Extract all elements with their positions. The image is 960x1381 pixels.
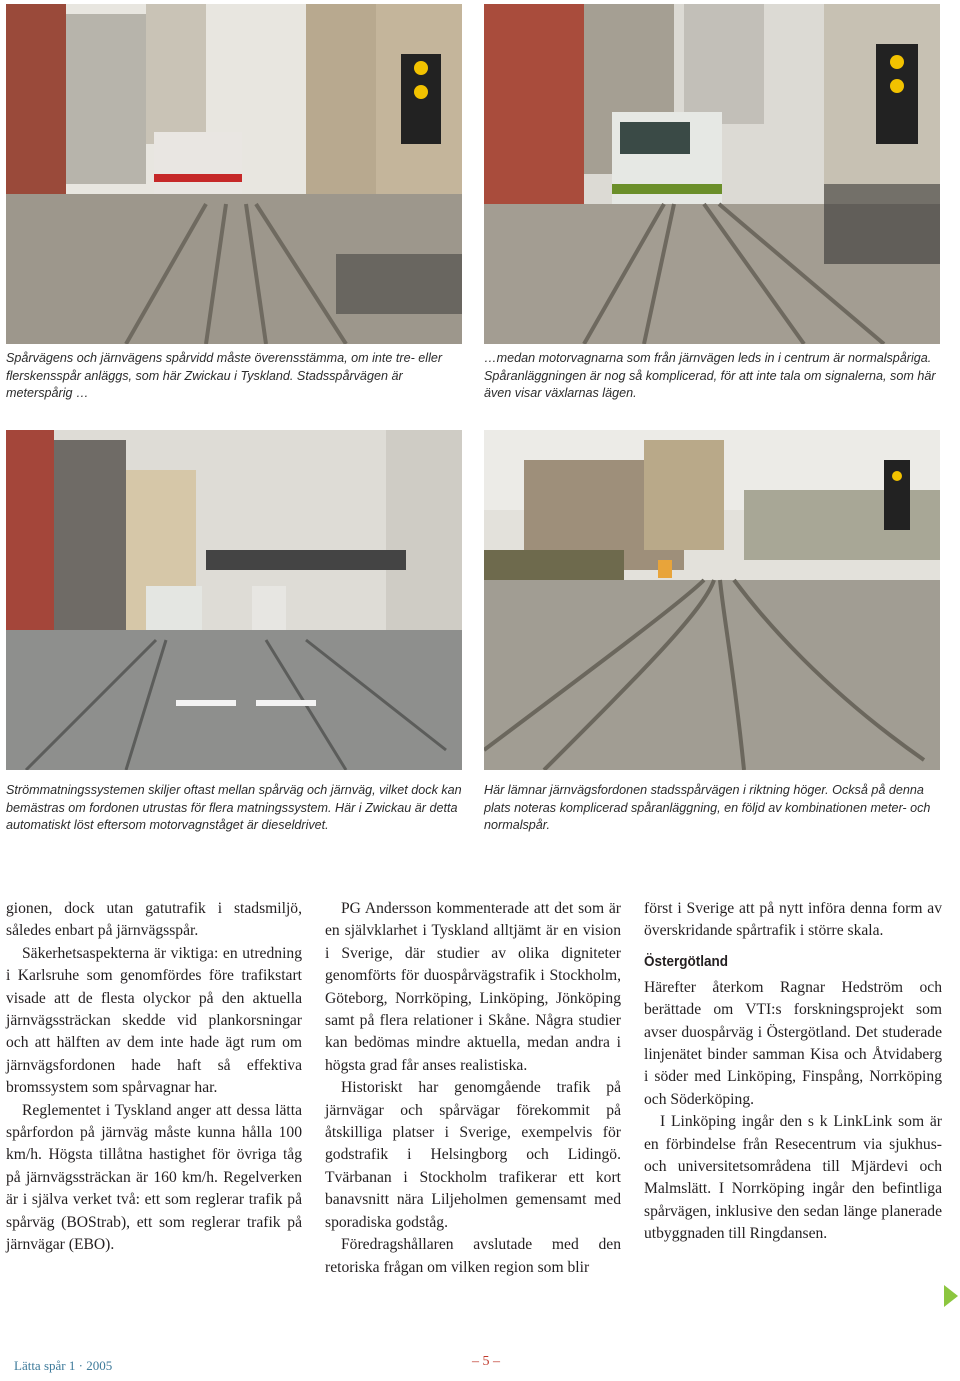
paragraph: först i Sverige att på nytt införa denna form av överskridande spårtrafik i större skala. — [644, 900, 942, 940]
section-heading: Östergötland — [644, 952, 729, 970]
photo-zwickau-tram — [6, 4, 462, 344]
publication-footer: Lätta spår 1 · 2005 — [14, 1358, 113, 1373]
paragraph: Historiskt har genomgående trafik på järnvägar och spårvägar förekommit på åtskilliga platser i Sverige, exempelvis för godstrafik i Helsingborg och Lidingö. Tvärbanan i Stockholm trafikerar ett kort banavsnitt nära Liljeholmen gemensamt med sporadiska godståg. — [325, 1079, 621, 1231]
caption-2: …medan motorvagnarna som från järnvägen leds in i centrum är normalspåriga. Spåranläggningen är nog så komplicerad, för att inte tala om signalerna, som här även visar växlarnas lägen. — [484, 351, 936, 400]
paragraph: I Linköping ingår den s k LinkLink som är en förbindelse från Resecentrum via sjukhus- och universitetsområdena till Mjärdevi och Malmslätt. I Norrköping ingår den befintliga spårvägen, inklusive den sedan länge planerade utbyggnaden till Ringdansen. — [644, 1113, 942, 1243]
text-column-3 — [644, 898, 942, 1246]
caption-3: Strömmatningssystemen skiljer oftast mellan spårväg och järnväg, vilket dock kan bemästras om fordonen utrustas för flera matningssystem. Här i Zwickau är detta automatiskt löst eftersom motorvagnståget är dieseldrivet. — [6, 783, 462, 832]
paragraph: PG Andersson kommenterade att det som är en självklarhet i Tyskland alltjämt är en vision i Sverige, där studier av olika digniteter genomförts för duospårvägstrafik i Stockholm, Göteborg, Norrköping, Linköping, Jönköping samt på flera relationer i Skåne. Några studier kan bedömas mindre aktuella, medan andra i högsta grad får anses realistiska. — [325, 900, 621, 1074]
paragraph: Säkerhetsaspekterna är viktiga: en utredning i Karlsruhe som genomfördes före trafikstart visade att de flesta olyckor på den aktuella järnvägssträckan skedde vid plankorsningar och att hälften av dem inte hade ägt rum om järnvägsfordonen hade haft så effektiva bromssystem som spårvagnar har. — [6, 944, 302, 1097]
caption-1: Spårvägens och järnvägens spårvidd måste överensstämma, om inte tre- eller flerskensspår anläggs, som här Zwickau i Tyskland. Stadsspårvägen är meterspårig … — [6, 351, 443, 400]
triangle-right-icon[interactable] — [944, 1285, 958, 1307]
text-column-1 — [6, 898, 302, 1257]
paragraph: Reglementet i Tyskland anger att dessa lätta spårfordon på järnväg måste kunna hålla 100 km/h. Högsta tillåtna hastighet för övriga tåg på järnvägssträckan är 160 km/h. Regelverken är i själva verket två: ett som reglerar trafik på spårväg (BOStrab), ett som reglerar trafik på järnvägar (EBO). — [6, 1101, 302, 1254]
photo-gatukorsning — [6, 430, 462, 770]
caption-4: Här lämnar järnvägsfordonen stadsspårvägen i riktning höger. Också på denna plats noteras komplicerad spåranläggning, en följd av kombinationen meter- och normalspår. — [484, 783, 931, 832]
photo-sparanlaggning-hoger — [484, 430, 940, 770]
photo-normalspar-motorvagn — [484, 4, 940, 344]
paragraph: Föredragshållaren avslutade med den retoriska frågan om vilken region som blir — [325, 1236, 621, 1276]
text-column-2 — [325, 898, 621, 1279]
page-number: – 5 – — [472, 1354, 500, 1369]
paragraph: gionen, dock utan gatutrafik i stadsmiljö, således enbart på järnvägsspår. — [6, 900, 302, 940]
paragraph: Härefter återkom Ragnar Hedström och berättade om VTI:s forskningsprojekt som avser duospårväg i Östergötland. Det studerade linjenätet binder samman Kisa och Åtvidaberg i söder med Linköping, Finspång, Norrköping och Söderköping. — [644, 978, 942, 1108]
